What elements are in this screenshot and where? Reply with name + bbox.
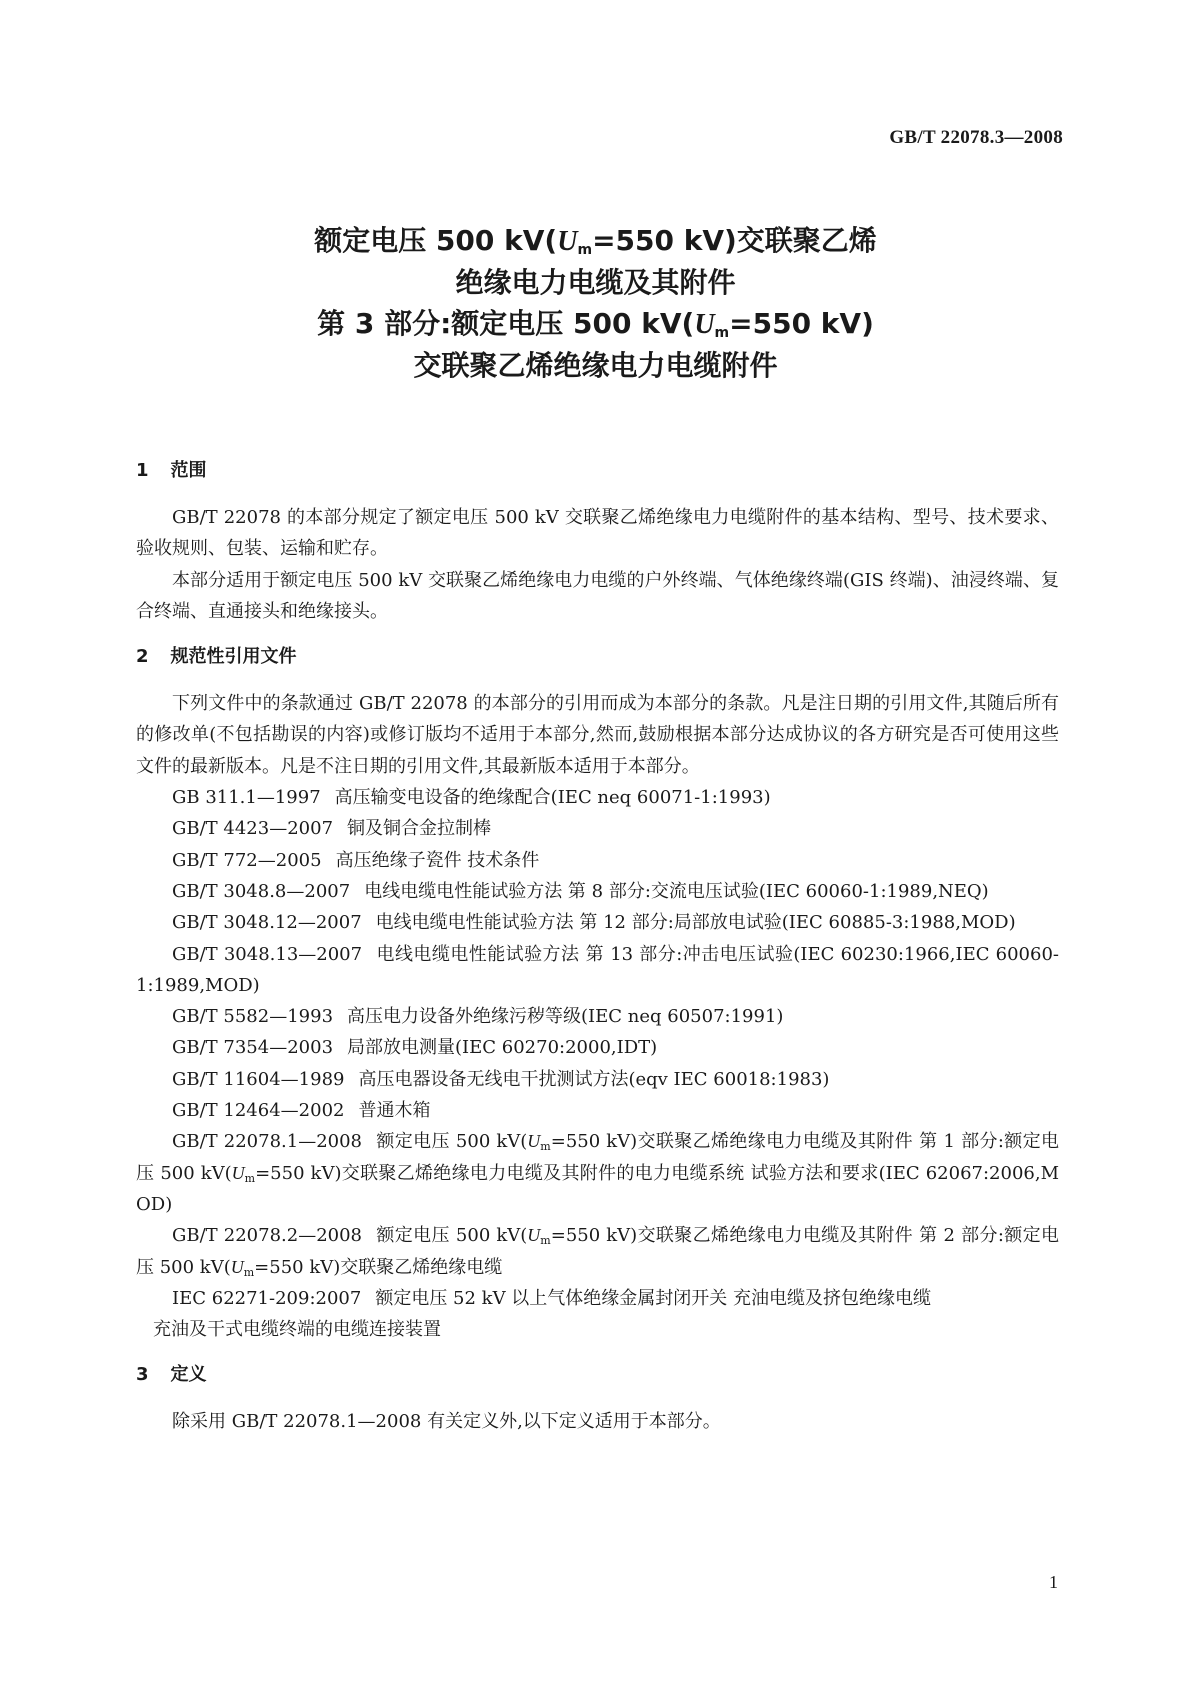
reference-item: GB/T 4423—2007 铜及铜合金拉制棒 bbox=[172, 818, 492, 840]
references-intro-paragraph: 下列文件中的条款通过 GB/T 22078 的本部分的引用而成为本部分的条款。凡是注日期的引用文件,其随后所有的修改单(不包括勘误的内容)或修订版均不适用于本部分,然而,鼓励根据本部分达成协议的各方研究是否可使用这些文件的最新版本。凡是不注日期的引用文件,其最新版本适用于本部分。 bbox=[136, 693, 1059, 777]
section-heading-definitions: 3 定义 bbox=[136, 1364, 207, 1386]
reference-item: GB/T 3048.12—2007 电线电缆电性能试验方法 第 12 部分:局部放电试验(IEC 60885-3:1988,MOD) bbox=[172, 912, 1016, 934]
scope-paragraph-2: 本部分适用于额定电压 500 kV 交联聚乙烯绝缘电力电缆的户外终端、气体绝缘终端(GIS 终端)、油浸终端、复合终端、直通接头和绝缘接头。 bbox=[136, 569, 1059, 622]
reference-item: GB/T 22078.1—2008 额定电压 500 $kV(U_m=550$ kV)交联聚乙烯绝缘电力电缆及其附件 第 1 部分:额定电压 500 $kV(U_m=550$ kV)交联聚乙烯绝缘电力电缆及其附件的电力电缆系统 试验方法和要求(IEC 62067:2006,MOD) bbox=[136, 1131, 1059, 1215]
document-body bbox=[136, 455, 1059, 1438]
page-number: 1 bbox=[1049, 1572, 1058, 1592]
reference-item: GB/T 5582—1993 高压电力设备外绝缘污秽等级(IEC neq 60507:1991) bbox=[172, 1006, 784, 1028]
scope-paragraph-1: GB/T 22078 的本部分规定了额定电压 500 kV 交联聚乙烯绝缘电力电缆附件的基本结构、型号、技术要求、验收规则、包装、运输和贮存。 bbox=[136, 507, 1059, 560]
standard-number: GB/T 22078.3—2008 bbox=[889, 127, 1063, 148]
reference-item: GB 311.1—1997 高压输变电设备的绝缘配合(IEC neq 60071-1:1993) bbox=[172, 787, 771, 809]
reference-item: GB/T 12464—2002 普通木箱 bbox=[172, 1100, 431, 1122]
reference-item: GB/T 22078.2—2008 额定电压 500 $kV(U_m=550$ kV)交联聚乙烯绝缘电力电缆及其附件 第 2 部分:额定电压 500 $kV(U_m=550$ kV)交联聚乙烯绝缘电缆 bbox=[136, 1225, 1059, 1279]
section-heading-scope: 1 范围 bbox=[136, 460, 207, 481]
document-title bbox=[0, 220, 1191, 386]
title-line-2: 绝缘电力电缆及其附件 bbox=[455, 266, 736, 299]
title-line-3: 第 3 部分:额定电压 500 $kV(U_m=550$ kV) bbox=[317, 307, 874, 341]
reference-item: GB/T 11604—1989 高压电器设备无线电干扰测试方法(eqv IEC 60018:1983) bbox=[172, 1068, 830, 1090]
reference-item: GB/T 7354—2003 局部放电测量(IEC 60270:2000,IDT) bbox=[172, 1037, 658, 1059]
reference-item: GB/T 3048.13—2007 电线电缆电性能试验方法 第 13 部分:冲击电压试验(IEC 60230:1966,IEC 60060-1:1989,MOD) bbox=[136, 943, 1059, 996]
reference-item: GB/T 3048.8—2007 电线电缆电性能试验方法 第 8 部分:交流电压试验(IEC 60060-1:1989,NEQ) bbox=[172, 880, 989, 902]
title-line-1: 额定电压 500 $kV(U_m=550$ kV)交联聚乙烯 bbox=[314, 224, 877, 258]
definitions-paragraph: 除采用 GB/T 22078.1—2008 有关定义外,以下定义适用于本部分。 bbox=[172, 1411, 721, 1433]
title-line-4: 交联聚乙烯绝缘电力电缆附件 bbox=[413, 349, 778, 382]
section-heading-normative-references: 2 规范性引用文件 bbox=[136, 646, 297, 668]
reference-item: IEC 62271-209:2007 额定电压 52 kV 以上气体绝缘金属封闭开关 充油电缆及挤包绝缘电缆 充油及干式电缆终端的电缆连接装置 bbox=[153, 1287, 932, 1341]
reference-item: GB/T 772—2005 高压绝缘子瓷件 技术条件 bbox=[172, 849, 540, 871]
